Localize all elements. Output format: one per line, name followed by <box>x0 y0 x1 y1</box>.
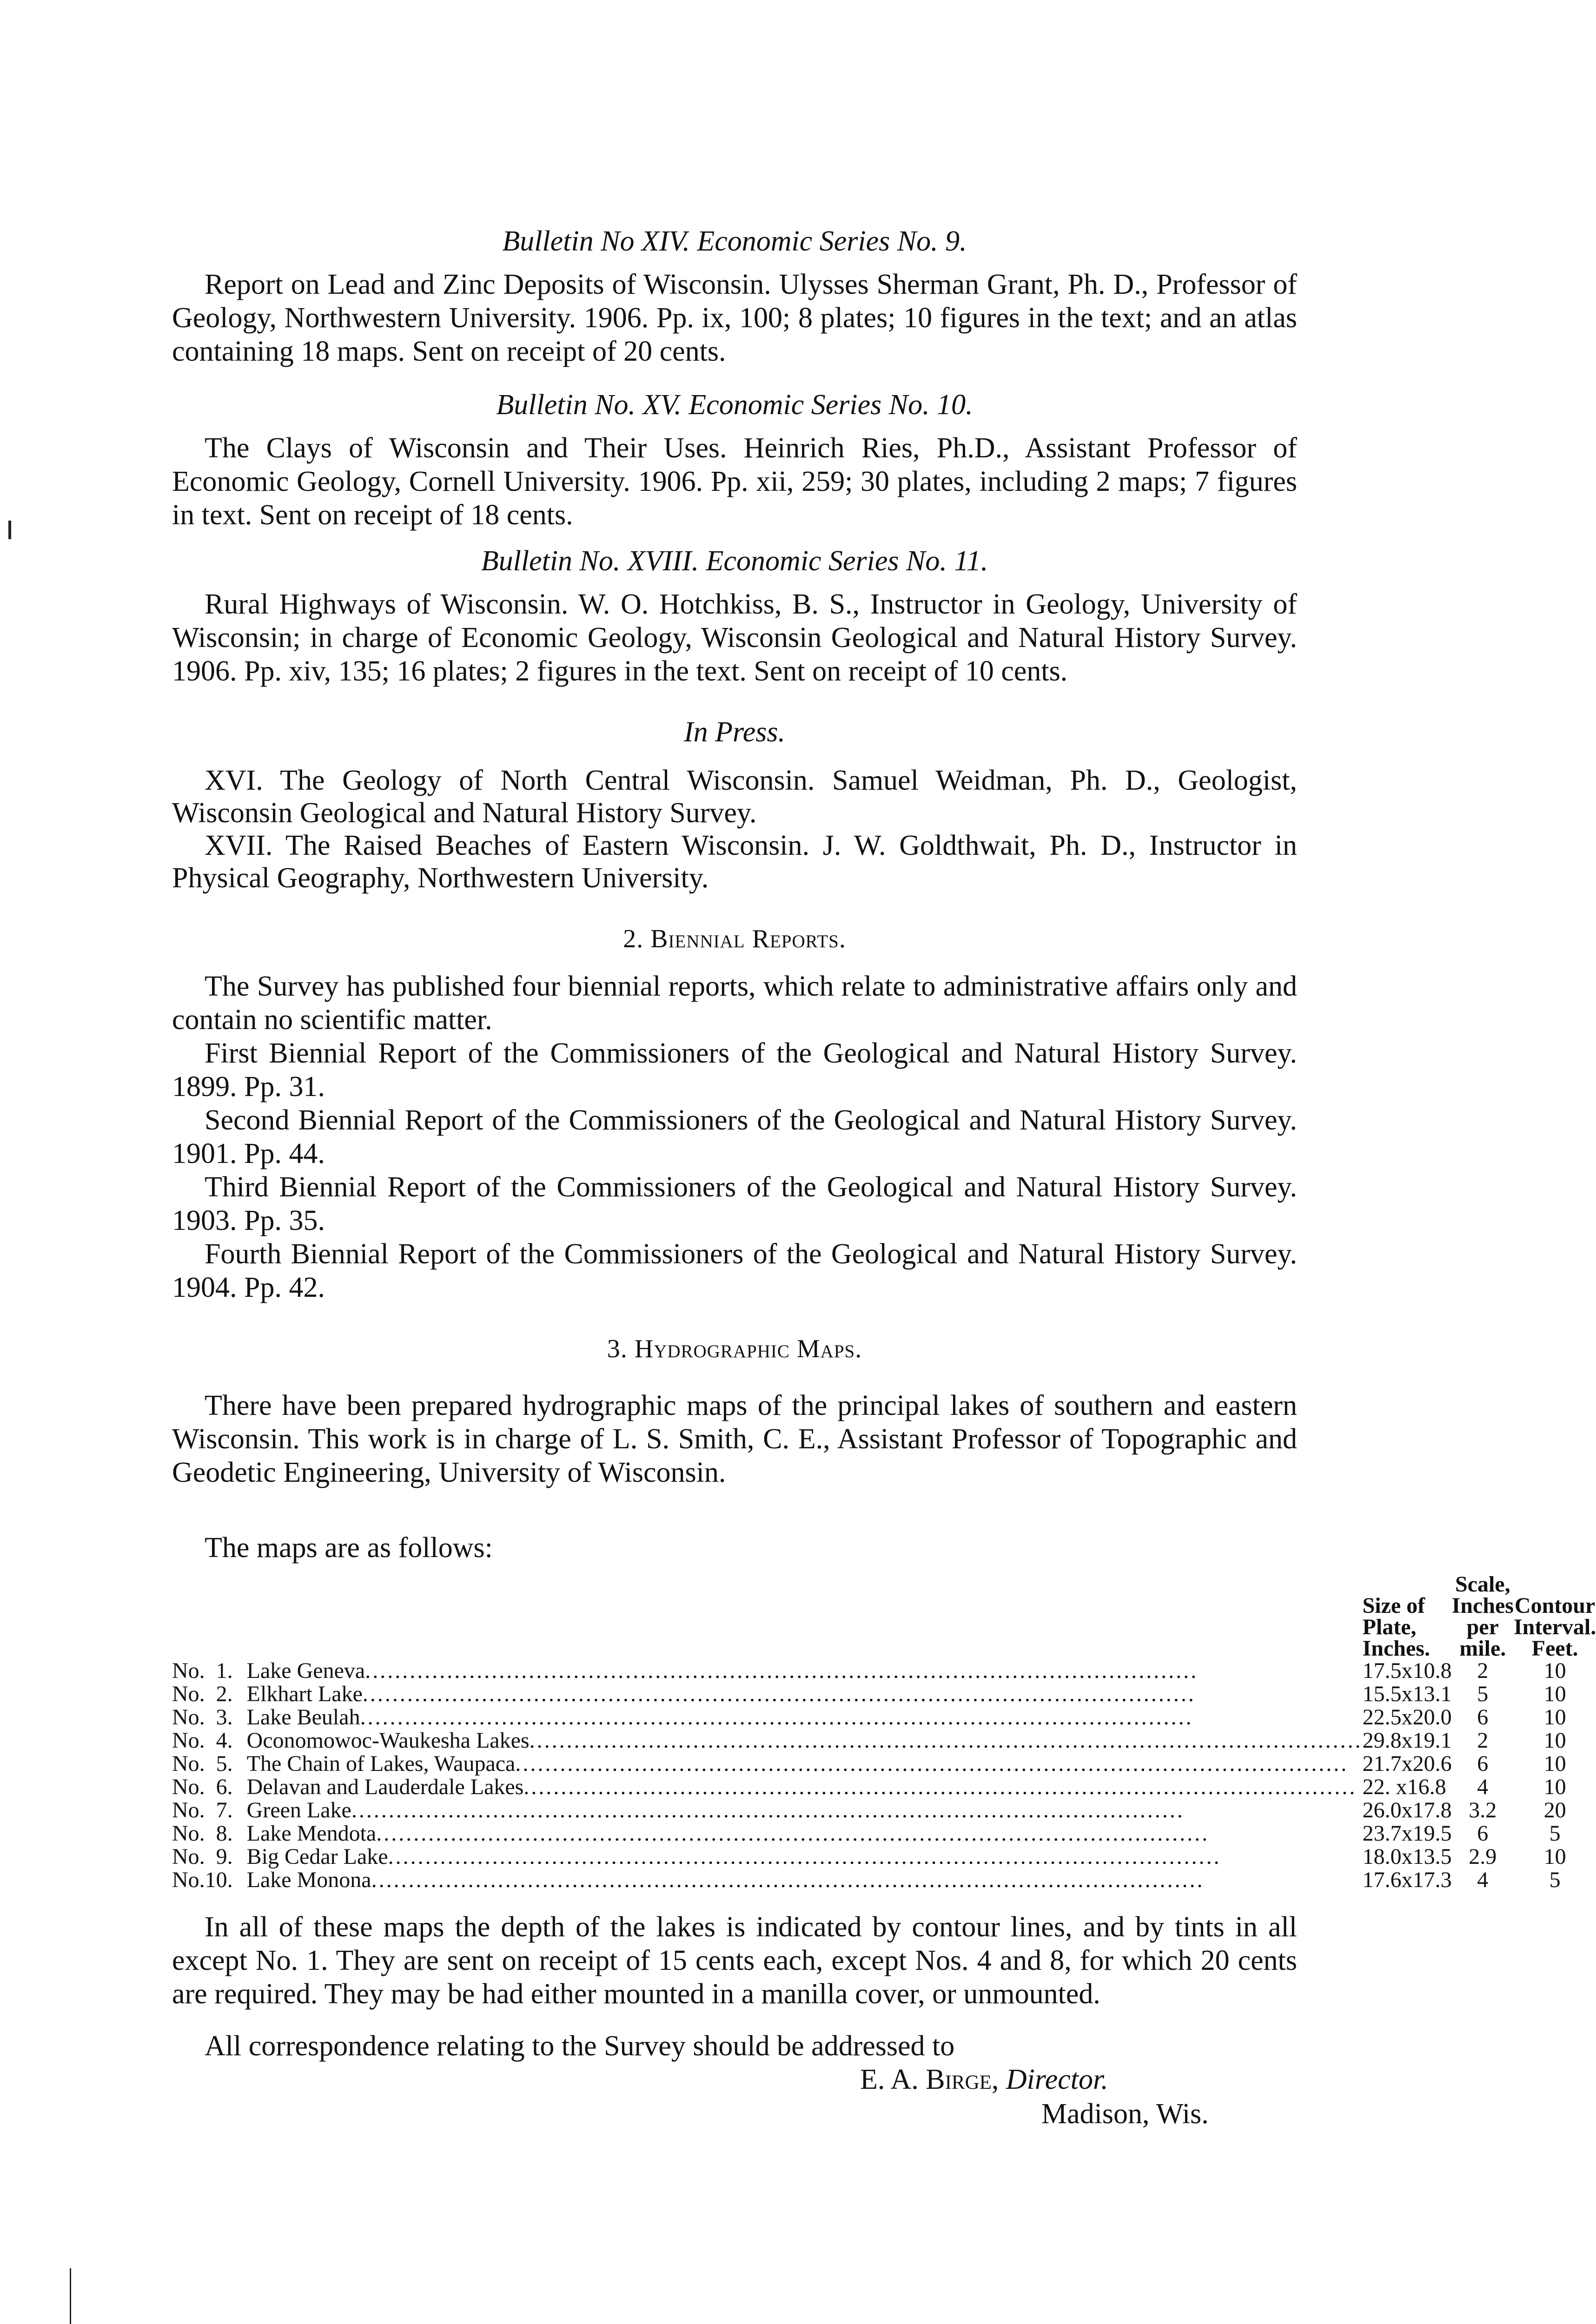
leader-dots: ................................................................................................................ <box>529 1728 1363 1753</box>
maps-lead: The maps are as follows: <box>205 1532 493 1564</box>
map-scale: 6 <box>1477 1705 1489 1730</box>
row-no-label: No. <box>172 1844 205 1869</box>
contour-interval: 10 <box>1543 1775 1566 1799</box>
row-number: 1. <box>216 1658 233 1683</box>
hydro-intro: There have been prepared hydrographic maps of the principal lakes of southern and eastern Wisconsin. This work is in charge of L. S. Smith, C. E., Assistant Professor of Topographic and Geodetic Engineering, University of Wisconsin. <box>172 1390 1297 1488</box>
table-row <box>172 1706 1596 1729</box>
table-row <box>172 1799 1596 1822</box>
row-number: 4. <box>216 1728 233 1753</box>
row-number: 5. <box>216 1751 233 1776</box>
map-scale: 6 <box>1477 1821 1489 1846</box>
bulletin-heading-xviii: Bulletin No. XVIII. Economic Series No. 11. <box>481 545 988 577</box>
contour-interval: 5 <box>1549 1868 1561 1892</box>
in-press-item-xvii: XVII. The Raised Beaches of Eastern Wisconsin. J. W. Goldthwait, Ph. D., Instructor in Physical Geography, Northwestern University. <box>172 830 1297 894</box>
lake-name-cell <box>247 1868 1363 1892</box>
bulletin-section <box>172 223 1596 2137</box>
lake-name-cell <box>247 1845 1363 1868</box>
table-row <box>172 1729 1596 1752</box>
bulletin-heading-xv: Bulletin No. XV. Economic Series No. 10. <box>496 389 973 421</box>
plate-size: 23.7x19.5 <box>1362 1821 1452 1846</box>
plate-size: 22.5x20.0 <box>1362 1705 1452 1730</box>
table-row <box>172 1868 1596 1892</box>
contour-interval: 10 <box>1543 1844 1566 1869</box>
leader-dots: ................................................................................................................ <box>365 1658 1199 1683</box>
map-scale: 6 <box>1477 1751 1489 1776</box>
signature-title: Director. <box>1006 2064 1108 2095</box>
biennial-heading: 2. Biennial Reports. <box>623 924 846 953</box>
row-number: 10. <box>205 1868 233 1892</box>
map-scale: 2 <box>1477 1728 1489 1753</box>
hydro-closing: In all of these maps the depth of the lakes is indicated by contour lines, and by tints in all except No. 1. They are sent on receipt of 15 cents each, except Nos. 4 and 8, for which 20 cents are required. They may be had either mounted in a manilla cover, or unmounted. <box>172 1911 1297 2010</box>
map-scale: 2 <box>1477 1658 1489 1683</box>
col-size-header: Size of Plate, Inches. <box>1362 1593 1430 1661</box>
lake-name: Lake Geneva <box>246 1658 365 1683</box>
row-no-label: No. <box>172 1728 205 1753</box>
leader-dots: ................................................................................................................ <box>362 1682 1196 1706</box>
bulletin-text-xiv: Report on Lead and Zinc Deposits of Wisconsin. Ulysses Sherman Grant, Ph. D., Professor of Geology, Northwestern University. 1906. Pp. ix, 100; 8 plates; 10 figures in the text; and an atlas containing 18 maps. Sent on receipt of 20 cents. <box>172 269 1297 367</box>
signature-name: E. A. Birge, <box>860 2064 999 2095</box>
biennial-report-2: Second Biennial Report of the Commissioners of the Geological and Natural History Survey. 1901. Pp. 44. <box>172 1104 1297 1169</box>
biennial-report-4: Fourth Biennial Report of the Commissioners of the Geological and Natural History Survey. 1904. Pp. 42. <box>172 1238 1297 1303</box>
in-press-item-xvi: XVI. The Geology of North Central Wisconsin. Samuel Weidman, Ph. D., Geologist, Wisconsin Geological and Natural History Survey. <box>172 765 1297 829</box>
contour-interval: 5 <box>1549 1821 1561 1846</box>
row-number: 7. <box>216 1798 233 1822</box>
maps-table <box>172 1574 1596 1892</box>
map-scale: 3.2 <box>1469 1798 1497 1822</box>
biennial-intro: The Survey has published four biennial reports, which relate to administrative affairs only and contain no scientific matter. <box>172 971 1297 1036</box>
row-no-label: No. <box>172 1751 205 1776</box>
biennial-report-1: First Biennial Report of the Commissioners of the Geological and Natural History Survey. 1899. Pp. 31. <box>172 1037 1297 1103</box>
bulletin-text-xv: The Clays of Wisconsin and Their Uses. Heinrich Ries, Ph.D., Assistant Professor of Economic Geology, Cornell University. 1906. Pp. xii, 259; 30 plates, including 2 maps; 7 figures in text. Sent on receipt of 18 cents. <box>172 432 1297 531</box>
row-no-label: No. <box>172 1798 205 1822</box>
lake-name-cell <box>247 1752 1363 1776</box>
table-row <box>172 1683 1596 1706</box>
lake-name: Lake Mendota <box>246 1821 377 1846</box>
lake-name: Oconomowoc-Waukesha Lakes <box>246 1728 530 1753</box>
leader-dots: ................................................................................................................ <box>388 1844 1221 1869</box>
plate-size: 21.7x20.6 <box>1362 1751 1452 1776</box>
plate-size: 26.0x17.8 <box>1362 1798 1452 1822</box>
row-no-label: No. <box>172 1682 205 1706</box>
lake-name-cell <box>247 1659 1363 1683</box>
leader-dots: ................................................................................................................ <box>351 1798 1185 1822</box>
leader-dots: ................................................................................................................ <box>371 1868 1205 1892</box>
row-number: 3. <box>216 1705 233 1730</box>
signature-place: Madison, Wis. <box>1041 2098 1209 2130</box>
lake-name-cell <box>247 1706 1363 1729</box>
map-scale: 5 <box>1477 1682 1489 1706</box>
lake-name-cell <box>247 1799 1363 1822</box>
lake-name-cell <box>247 1776 1363 1799</box>
leader-dots: ................................................................................................................ <box>515 1751 1349 1776</box>
bulletin-heading-xiv: Bulletin No XIV. Economic Series No. 9. <box>502 225 967 257</box>
col-contour-header: Contour Interval. Feet. <box>1513 1593 1596 1661</box>
leader-dots: ................................................................................................................ <box>376 1821 1210 1846</box>
plate-size: 29.8x19.1 <box>1362 1728 1452 1753</box>
lake-name-cell <box>247 1729 1363 1752</box>
lake-name-cell <box>247 1822 1363 1845</box>
lake-name: Big Cedar Lake <box>246 1844 388 1869</box>
row-no-label: No. <box>172 1705 205 1730</box>
map-scale: 2.9 <box>1469 1844 1497 1869</box>
hydro-heading: 3. Hydrographic Maps. <box>607 1334 862 1363</box>
row-number: 8. <box>216 1821 233 1846</box>
leader-dots: ................................................................................................................ <box>523 1775 1357 1799</box>
margin-mark <box>70 2268 71 2324</box>
col-scale-header: Scale, Inches per mile. <box>1451 1572 1514 1661</box>
row-number: 6. <box>216 1775 233 1799</box>
row-number: 9. <box>216 1844 233 1869</box>
lake-name: Lake Beulah <box>246 1705 360 1730</box>
maps-table-header <box>172 1574 1596 1659</box>
contour-interval: 20 <box>1543 1798 1566 1822</box>
table-row <box>172 1752 1596 1776</box>
bulletin-text-xviii: Rural Highways of Wisconsin. W. O. Hotchkiss, B. S., Instructor in Geology, University of Wisconsin; in charge of Economic Geology, Wisconsin Geological and Natural History Survey. 1906. Pp. xiv, 135; 16 plates; 2 figures in the text. Sent on receipt of 10 cents. <box>172 588 1297 687</box>
table-row <box>172 1845 1596 1868</box>
table-row <box>172 1776 1596 1799</box>
plate-size: 15.5x13.1 <box>1362 1682 1452 1706</box>
row-number: 2. <box>216 1682 233 1706</box>
lake-name: Elkhart Lake <box>246 1682 363 1706</box>
row-no-label: No. <box>172 1868 205 1892</box>
row-no-label: No. <box>172 1775 205 1799</box>
contour-interval: 10 <box>1543 1751 1566 1776</box>
plate-size: 22. x16.8 <box>1362 1775 1446 1799</box>
plate-size: 18.0x13.5 <box>1362 1844 1452 1869</box>
contour-interval: 10 <box>1543 1705 1566 1730</box>
biennial-report-3: Third Biennial Report of the Commissioners of the Geological and Natural History Survey. 1903. Pp. 35. <box>172 1171 1297 1236</box>
map-scale: 4 <box>1477 1775 1489 1799</box>
table-row <box>172 1659 1596 1683</box>
lake-name-cell <box>247 1683 1363 1706</box>
lake-name: Lake Monona <box>246 1868 371 1892</box>
contour-interval: 10 <box>1543 1658 1566 1683</box>
in-press-heading: In Press. <box>683 716 786 748</box>
lake-name: Green Lake <box>246 1798 351 1822</box>
correspondence-line: All correspondence relating to the Survey should be addressed to <box>205 2030 955 2062</box>
table-row <box>172 1822 1596 1845</box>
map-scale: 4 <box>1477 1868 1489 1892</box>
lake-name: The Chain of Lakes, Waupaca <box>246 1751 516 1776</box>
signature-block <box>172 2063 1297 2137</box>
plate-size: 17.5x10.8 <box>1362 1658 1452 1683</box>
lake-name: Delavan and Lauderdale Lakes <box>246 1775 524 1799</box>
contour-interval: 10 <box>1543 1682 1566 1706</box>
row-no-label: No. <box>172 1658 205 1683</box>
row-no-label: No. <box>172 1821 205 1846</box>
margin-mark <box>8 521 11 539</box>
contour-interval: 10 <box>1543 1728 1566 1753</box>
leader-dots: ................................................................................................................ <box>360 1705 1193 1730</box>
plate-size: 17.6x17.3 <box>1362 1868 1452 1892</box>
